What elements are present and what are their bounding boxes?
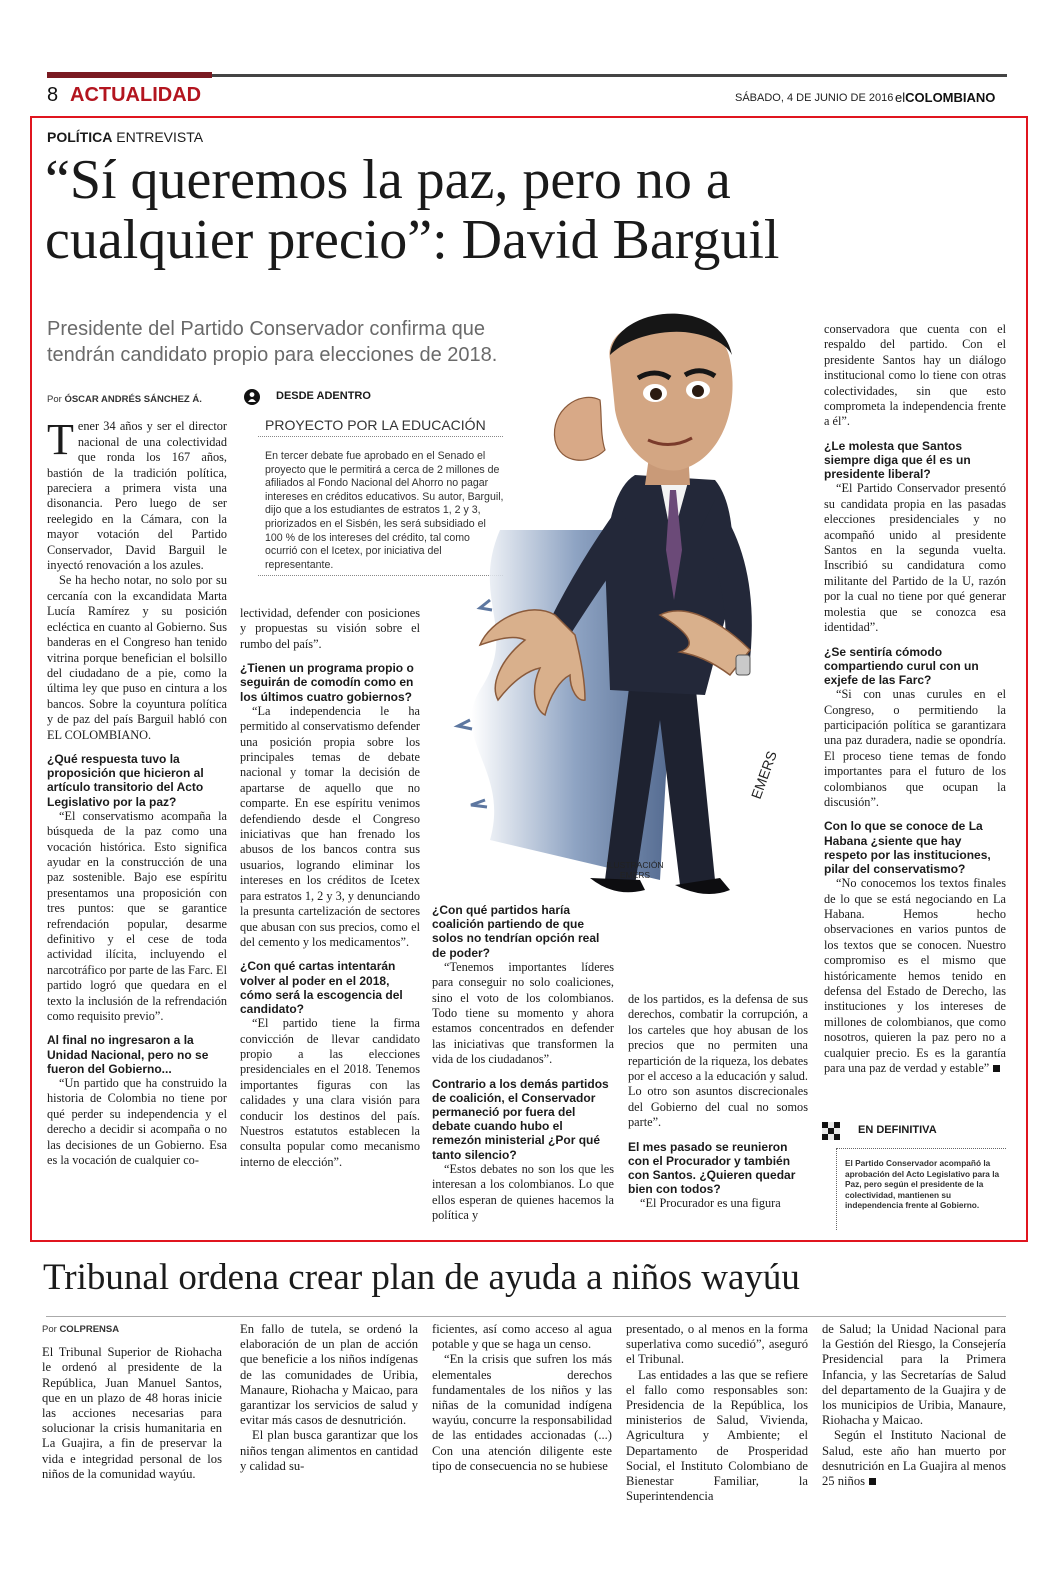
column-body	[47, 415, 227, 1168]
interview-question: ¿Tienen un programa propio o seguirán de comodín como en los últimos cuatro gobiernos?	[240, 661, 414, 704]
article2-column-1	[42, 1322, 222, 1482]
article2-byline: Por COLPRENSA	[42, 1324, 120, 1335]
paragraph: El plan busca garantizar que los niños tengan alimentos en cantidad y calidad su-	[240, 1428, 418, 1473]
headline-line-2: cualquier precio”: David Barguil	[45, 209, 780, 271]
paragraph: “En la crisis que sufren los más elementales derechos fundamentales de los niños y las niñas de la comunidad indígena wayúu, concurre la responsabilidad de las entidades accionadas (...) Con una atención diligente este tipo de consecuencia no se hubiese	[432, 1352, 612, 1473]
end-mark-icon	[869, 1478, 876, 1485]
deck-line-2: tendrán candidato propio para elecciones de 2018.	[47, 344, 498, 366]
paragraph: Las entidades a las que se refiere el fallo como responsables son: Presidencia de la República, los ministerios de Salud, Vivienda, Agricultura y Ambiente; el Departamento de Prosperidad Social, el Instituto Colombiano de Bienestar Familiar, la Superintendencia	[626, 1367, 808, 1504]
article2-column-2	[240, 1322, 418, 1474]
column-body	[626, 1322, 808, 1504]
article-headline	[45, 150, 1005, 270]
paragraph: “El Procurador es una figura	[640, 1196, 781, 1211]
article-column-5	[824, 322, 1006, 1076]
article2-column-4	[626, 1322, 808, 1504]
paragraph: “Si con unas curules en el Congreso, o permitiendo la participación política se garantizara una paz duradera, nadie se opondría. El proceso tiene temas de fondo importantes para el futuro de los colombianos que ocupan la discusión”.	[824, 687, 1006, 809]
interview-question: Al final no ingresaron a la Unidad Nacional, pero no se fueron del Gobierno...	[47, 1033, 209, 1076]
interview-question: El mes pasado se reunieron con el Procurador y también con Santos. ¿Quieren quedar bien con todos?	[628, 1139, 796, 1197]
column-body	[432, 1322, 612, 1474]
kicker-type: ENTREVISTA	[112, 129, 204, 145]
dropcap: T	[47, 415, 74, 465]
paragraph: “Un partido que ha construido la historia de Colombia no tiene por qué perder su independencia y el derecho a decidir si acompaña o no las decisiones de un Gobierno. Esa es la vocación de cualquier co-	[47, 1076, 227, 1168]
person-icon	[244, 389, 260, 405]
header-rule	[47, 74, 1007, 77]
interview-question: Con lo que se conoce de La Habana ¿siente que hay respeto por las instituciones, pilar del conservatismo?	[824, 819, 991, 876]
interview-question: ¿Con qué partidos haría coalición partiendo de que solos no tendrían opción real de poder?	[432, 903, 600, 960]
newspaper-brand	[895, 90, 995, 105]
inset-title: PROYECTO POR LA EDUCACIÓN	[265, 417, 486, 433]
deck-line-1: Presidente del Partido Conservador confirma que	[47, 318, 486, 340]
article2-headline: Tribunal ordena crear plan de ayuda a niños wayúu	[43, 1257, 800, 1298]
paragraph: conservadora que cuenta con el respaldo del partido. Con el presidente Santos hay un diálogo institucional como lo tiene con otras colectividades, sin que esto comprometa la independencia frente a él”.	[824, 322, 1006, 429]
article2-column-5	[822, 1322, 1006, 1489]
paragraph: “Tenemos importantes líderes para conseguir no solo coaliciones, sino el voto de los colombianos. Todo tiene su momento y ahora estamos concentrados en defender las iniciativas que transformen la vida de los ciudadanos”.	[432, 959, 614, 1067]
paragraph: “Estos debates no son los que les interesan a los colombianos. Lo que ellos esperan de quienes hacemos la política y	[432, 1161, 614, 1223]
paragraph: ener 34 años y ser el director nacional de una colectividad que ronda los 167 años, bastión de la tradición política, pareciera a primera vista una disonancia. Pero luego de ser reelegido en la Cámara, con la mayor votación del Partido Conservador, David Barguil le inyectó renovación a los azules.	[47, 419, 227, 573]
paragraph: ficientes, así como acceso al agua potable y que se haga un censo.	[432, 1322, 612, 1352]
paragraph: “El conservatismo acompaña la búsqueda de la paz como una vocación histórica. Esto significa ayudar en la construcción de una paz sostenible. Bajo ese espíritu presentamos una proposición con tres puntos: que se garantice refrendación popular, desarme definitivo y el cese de toda actividad ilícita, incluyendo el narcotráfico por parte de las Farc. El partido logró que quedara en el texto la inclusión de la refrendación como requisito previo”.	[47, 808, 227, 1024]
column-body	[824, 322, 1006, 1076]
paragraph: de los partidos, es la defensa de sus derechos, combatir la corrupción, a los carteles que hoy abusan de los precios que no permiten una repartición de la riqueza, los debates por el acceso a la educación y salud. Lo otro son asuntos discrecionales del Gobierno del cual no somos parte”.	[628, 992, 808, 1130]
column-body	[432, 903, 614, 1224]
column-body	[822, 1322, 1006, 1489]
article-column-3	[432, 894, 614, 1224]
article2-column-3	[432, 1322, 612, 1474]
headline-line-1: “Sí queremos la paz, pero no a	[45, 149, 731, 211]
paragraph: “No conocemos los textos finales de lo que se está negociando en La Habana. Hemos hecho observaciones en varios puntos de los textos que se conocen. Nuestro compromiso es el mismo que históricamente hemos tenido en defensa del Estado de Derecho, las instituciones y los intereses de millones de colombianos, que como nosotros, quieren la paz pero no a cualquier precio. Es es la garantía para una paz de verdad y estable”	[824, 876, 1006, 1076]
inset-text: En tercer debate fue aprobado en el Senado el proyecto que le permitirá a cerca de 2 millones de afiliados al Fondo Nacional del Ahorro no pagar intereses en créditos educativos. Su autor, Barguil, dijo que a los estudiantes de estratos 1, 2 y 3, priorizados en el Sisbén, les será subsidiado el 100 % de los intereses del crédito, tal como ocurrió con el Icetex, por iniciativa del representante.	[265, 450, 504, 571]
article2-rule	[46, 1316, 1006, 1317]
brand-prefix: el	[895, 90, 906, 105]
paragraph: presentado, o al menos en la forma superlativa como sucedió”, aseguró el Tribunal.	[626, 1322, 808, 1367]
interview-question: ¿Con qué cartas intentarán volver al poder en el 2018, cómo será la escogencia del candidato?	[240, 959, 403, 1016]
end-mark-icon	[993, 1065, 1000, 1072]
page-number: 8	[47, 84, 59, 106]
paragraph: de Salud; la Unidad Nacional para la Gestión del Riesgo, la Consejería Presidencial para la Primera Infancia, y las Secretarías de Salud del departamento de la Guajira y de los municipios de Uribia, Manaure, Riohacha y Maicao.	[822, 1322, 1006, 1428]
article-column-1	[47, 392, 227, 1168]
column-body	[240, 1322, 418, 1474]
brand-name: COLOMBIANO	[905, 90, 996, 105]
kicker-section: POLÍTICA	[47, 129, 113, 145]
checker-icon	[822, 1122, 840, 1140]
section-name: ACTUALIDAD	[70, 84, 202, 106]
paragraph: lectividad, defender con posiciones y propuestas su visión sobre el rumbo del país”.	[240, 606, 420, 651]
illustration-credit: ILUSTRACIÓN EMERS	[606, 860, 664, 880]
interview-question: ¿Le molesta que Santos siempre diga que él es un presidente liberal?	[824, 438, 971, 482]
definitiva-text: El Partido Conservador acompañó la aprobación del Acto Legislativo para la Paz, pero según el presidente de la colectividad, mantienen su independencia frente al Gobierno.	[845, 1158, 1000, 1211]
caricature-illustration	[430, 300, 825, 910]
article-column-2	[240, 606, 420, 1170]
column-body	[628, 992, 808, 1212]
inset-label: DESDE ADENTRO	[276, 390, 371, 402]
article-kicker	[47, 129, 203, 145]
column-body	[240, 606, 420, 1170]
paragraph: En fallo de tutela, se ordenó la elaboración de un plan de acción que beneficie a los niños indígenas de las comunidades de Uribia, Manaure, Riohacha y Maicao, para garantizar los servicios de salud y evitar más casos de desnutrición.	[240, 1322, 418, 1428]
interview-question: Contrario a los demás partidos de coalición, el Conservador permaneció por fuera del debate cuando hubo el remezón ministerial ¿Por qué tanto silencio?	[432, 1076, 609, 1162]
definitiva-label: EN DEFINITIVA	[858, 1124, 937, 1136]
paragraph: El Tribunal Superior de Riohacha le ordenó al presidente de la República, Juan Manuel Santos, que en un plazo de 48 horas inicie las acciones necesarias para solucionar la crisis humanitaria en La Guajira, a fin de preservar la vida e integridad personal de los niños de la comunidad wayúu.	[42, 1345, 222, 1481]
interview-question: ¿Se sentiría cómodo compartiendo curul con un exjefe de las Farc?	[824, 644, 979, 687]
interview-question: ¿Qué respuesta tuvo la proposición que hicieron al artículo transitorio del Acto Legislativo por la paz?	[47, 751, 204, 809]
paragraph: Se ha hecho notar, no solo por su cercanía con la excandidata Marta Lucía Ramírez y su posición ecléctica en cuanto al Gobierno. Sus banderas en el Congreso han tenido vitrina porque benefician el bolsillo del ciudadano de a pie, como la última ley que puso en cintura a los bancos. Sobre la coyuntura política y de paz del país Barguil habló con EL COLOMBIANO.	[47, 573, 227, 742]
article-column-4	[628, 992, 808, 1212]
paragraph: “El Partido Conservador presentó su candidata propia en las pasadas elecciones presidenciales y no acompañó unido al presidente Santos en la segunda vuelta. Inscribió su candidatura como militante del Partido de la U, razón por la cual no tiene por qué generar molestia que se conozca esa identidad”.	[824, 481, 1006, 635]
byline: Por ÓSCAR ANDRÉS SÁNCHEZ Á.	[47, 394, 202, 405]
paragraph: “La independencia le ha permitido al conservatismo defender una posición propia sobre los principales temas de debate nacional y tomar la decisión de apartarse de aquello que no comparte. En ese espíritu venimos defendiendo desde el Congreso iniciativas que han frenado los abusos de los bancos contra sus usuarios, logrando eliminar los intereses en los créditos de Icetex para estratos 1, 2 y 3, y denunciando la presunta cartelización de sectores que abusan con sus precios, como el del cemento y los medicamentos”.	[240, 703, 420, 949]
paragraph: “El partido tiene la firma convicción de llevar candidato propio a las elecciones presidenciales en el 2018. Tenemos importantes figuras con las calidades y una clara visión para conducir los destinos del país. Nuestros estatutos establecen la consulta popular como mecanismo interno de elección”.	[240, 1016, 420, 1169]
column-body	[42, 1345, 222, 1482]
artist-signature: EMERS	[747, 748, 780, 802]
edition-date: SÁBADO, 4 DE JUNIO DE 2016	[735, 92, 894, 104]
paragraph: Según el Instituto Nacional de Salud, este año han muerto por desnutrición en La Guajira al menos 25 niños	[822, 1428, 1006, 1489]
